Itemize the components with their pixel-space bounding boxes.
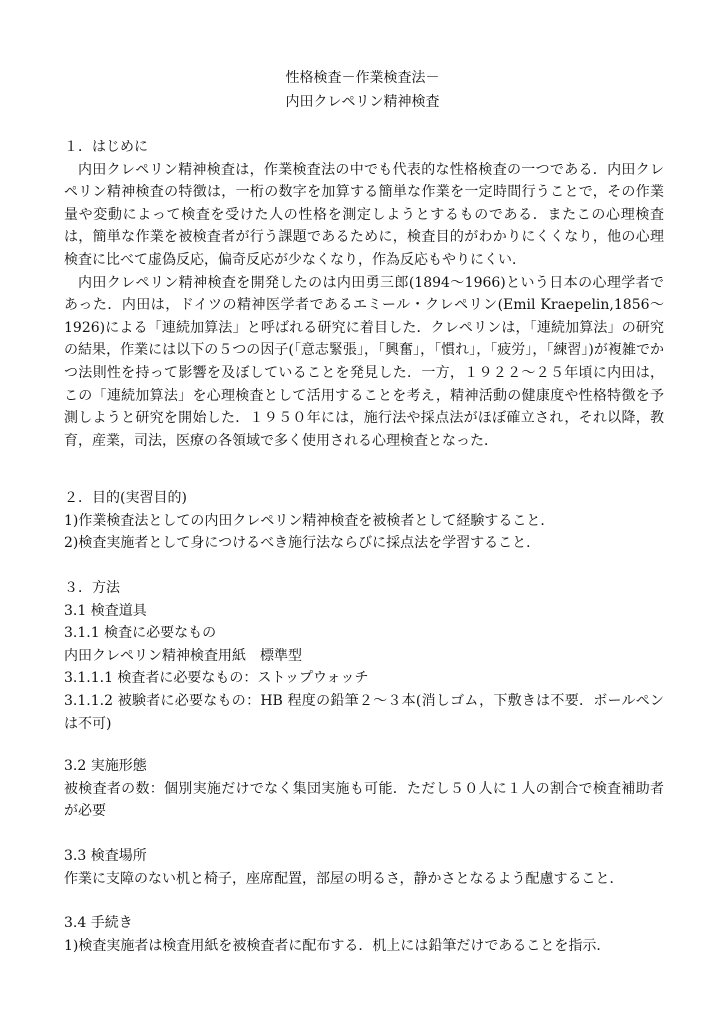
intro-paragraph-2: 内田クレペリン精神検査を開発したのは内田勇三郎(1894～1966)という日本の心理学者であった．内田は，ドイツの精神医学者であるエミール・クレペリン(Emil Kraepelin,1856～1926)による「連続加算法」と呼ばれる研究に着目した．クレペリンは，「連続加算法」の研究の結果，作業には以下の５つの因子(「意志緊張」，「興奮」，「慣れ」，「疲労」，「練習」)が複雑でかつ法則性を持って影響を及ぼしていることを発見した．一方，１９２２～２５年頃に内田は，この「連続加算法」を心理検査として活用することを考え，精神活動の健康度や性格特徴を予測しようと研究を開始した．１９５０年には，施行法や採点法がほぼ確立され，それ以降，教育，産業，司法，医療の各領域で多く使用される心理検査となった． [64,274,664,449]
section-heading: ２．目的(実習目的) [64,490,187,506]
section-administration [64,755,664,823]
section-method [64,577,664,735]
examiner-materials: 3.1.1.1 検査者に必要なもの：ストップウォッチ [64,670,369,687]
section-heading: ３．方法 [64,580,120,596]
subsection-heading: 3.1.1 検査に必要なもの [64,625,217,642]
form-name: 内田クレペリン精神検査用紙 標準型 [64,647,302,664]
title-line-2: 内田クレペリン精神検査 [285,94,440,110]
purpose-item-2: 2)検査実施者として身につけるべき施行法ならびに採点法を学習すること． [64,535,541,552]
section-procedure [64,912,664,957]
subsection-heading: 3.1 検査道具 [64,602,147,619]
procedure-item-1: 1)検査実施者は検査用紙を被検査者に配布する．机上には鉛筆だけであることを指示． [64,937,611,954]
location-text: 作業に支障のない机と椅子，座席配置，部屋の明るさ，静かさとなるよう配慮すること． [64,870,624,887]
section-location [64,845,664,890]
section-heading: １．はじめに [64,139,148,155]
title-line-1: 性格検査－作業検査法－ [285,70,440,86]
subsection-heading: 3.3 検査場所 [64,848,147,864]
examinee-materials: 3.1.1.2 被験者に必要なもの：HB 程度の鉛筆２～３本(消しゴム，下敷きは不要．ボールペンは不可) [64,692,664,732]
subsection-heading: 3.2 実施形態 [64,758,147,774]
section-purpose [64,487,664,555]
administration-text: 被検査者の数：個別実施だけでなく集団実施も可能．ただし５０人に１人の割合で検査補助者が必要 [64,780,664,820]
document-title [0,66,725,114]
section-introduction [64,136,664,452]
purpose-item-1: 1)作業検査法としての内田クレペリン精神検査を被検者として経験すること． [64,512,555,529]
subsection-heading: 3.4 手続き [64,915,133,931]
intro-paragraph-1: 内田クレペリン精神検査は，作業検査法の中でも代表的な性格検査の一つである．内田クレペリン精神検査の特徴は，一桁の数字を加算する簡単な作業を一定時間行うことで，その作業量や変動によって検査を受けた人の性格を測定しようとするものである．またこの心理検査は，簡単な作業を被検査者が行う課題であるために，検査目的がわかりにくくなり，他の心理検査に比べて虚偽反応，偏奇反応が少なくなり，作為反応もやりにくい． [64,161,664,268]
